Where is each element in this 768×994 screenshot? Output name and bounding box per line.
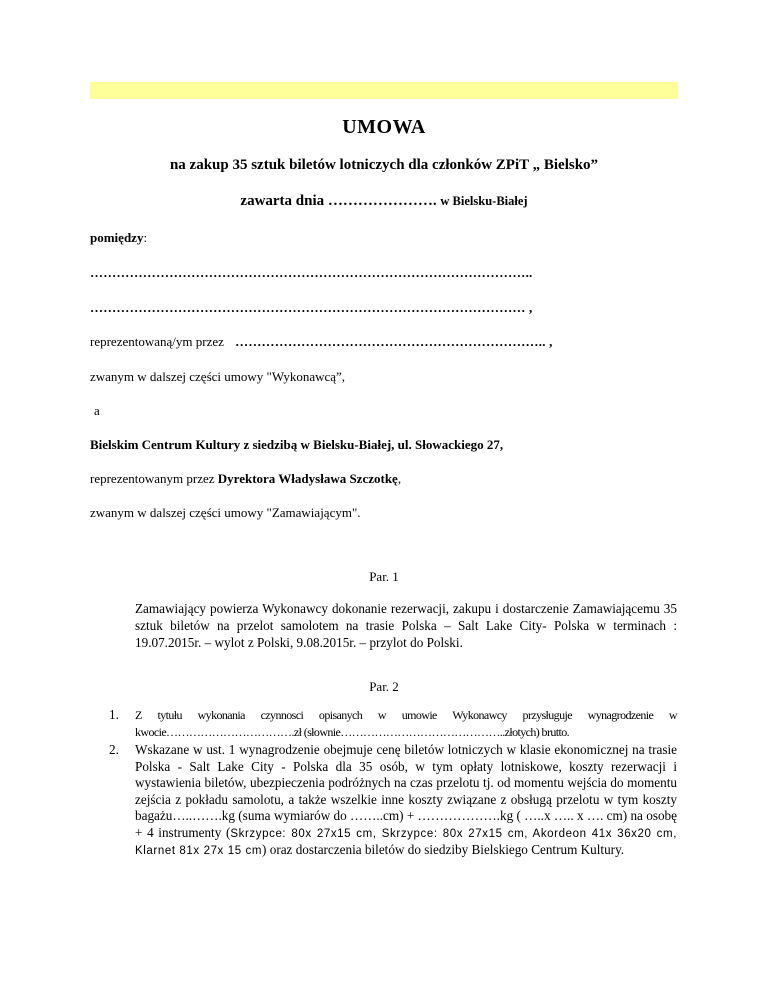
between-label: pomiędzy — [90, 230, 144, 245]
par2-list — [109, 707, 677, 860]
and-conjunction: a — [94, 403, 100, 418]
buyer-called: zwanym w dalszej części umowy "Zamawiającym". — [90, 505, 361, 520]
represented-label: reprezentowaną/ym przez — [90, 334, 224, 349]
item-text-tail: ) oraz dostarczenia biletów do siedziby Bielskiego Centrum Kultury. — [262, 842, 625, 857]
highlight-bar — [90, 82, 678, 99]
par2-title: Par. 2 — [369, 679, 399, 694]
list-item — [109, 707, 677, 740]
document-subtitle: na zakup 35 sztuk biletów lotniczych dla członków ZPiT „ Bielsko” — [169, 157, 599, 173]
item-text: Wskazane w ust. 1 wynagrodzenie obejmuje cenę biletów lotniczych w klasie ekonomicznej na trasie Polska - Salt Lake City - Polska dla 35 osób, w tym opłaty lotniskowe, koszty rezerwacji i wystawienia biletów, ubezpieczenia podróżnych na czas przelotu tj. od momentu wejścia do momentu zejścia z pokładu samolotu, a także wszelkie inne koszty związane z obsługą przelotu w tym koszty bagażu…..…….kg (suma wymiarów do ……..cm) + ……………….kg ( …..x ….. x …. cm) na osobę + 4 instrumenty ( — [135, 742, 677, 840]
item-number: 1. — [109, 707, 119, 722]
buyer-rep-label: reprezentowanym przez — [90, 471, 218, 486]
represented-dots: …………………………………………………………….. , — [235, 334, 553, 349]
contractor-called: zwanym w dalszej części umowy "Wykonawcą”, — [90, 369, 346, 384]
buyer-rep-comma: , — [397, 471, 402, 486]
buyer-representation — [90, 471, 401, 487]
between-colon: : — [143, 230, 148, 245]
par1-text: Zamawiający powierza Wykonawcy dokonanie rezerwacji, zakupu i dostarczenie Zamawiającemu 35 sztuk biletów na przelot samolotem na trasie Polska – Salt Lake City- Polska w terminach : 19.07.2015r. – wylot z Polski, 9.08.2015r. – przylot do Polski. — [135, 601, 677, 650]
item-number: 2. — [109, 742, 119, 757]
buyer-rep-name: Dyrektora Władysława Szczotkę — [217, 471, 398, 486]
between-line — [90, 230, 147, 246]
list-item — [109, 742, 677, 860]
date-prefix: zawarta dnia …………………. — [240, 193, 437, 209]
date-line — [0, 193, 768, 210]
party-dots-line-2: ……………………………………………………………………………………… , — [90, 300, 533, 315]
instrument-dimensions: Skrzypce: 80x 27x15 cm, Skrzypce: 80x 27x15 cm, Akordeon 41x 36x20 cm, Klarnet 81x 27x 15 cm — [135, 827, 677, 857]
item-text: Z tytułu wykonania czynnosci opisanych w umowie Wykonawcy przysługuje wynagrodzenie w kwocie…………………………….zł (słownie……………………………………..złotych) brutto. — [135, 708, 677, 739]
buyer-name: Bielskim Centrum Kultury z siedzibą w Bielsku-Białej, ul. Słowackiego 27, — [90, 437, 504, 452]
date-place: w Bielsku-Białej — [440, 194, 528, 208]
par1-title: Par. 1 — [369, 569, 399, 584]
represented-line — [90, 334, 553, 350]
party-dots-line-1: ……………………………………………………………………………………….. — [90, 265, 533, 280]
document-title: UMOWA — [342, 116, 426, 138]
